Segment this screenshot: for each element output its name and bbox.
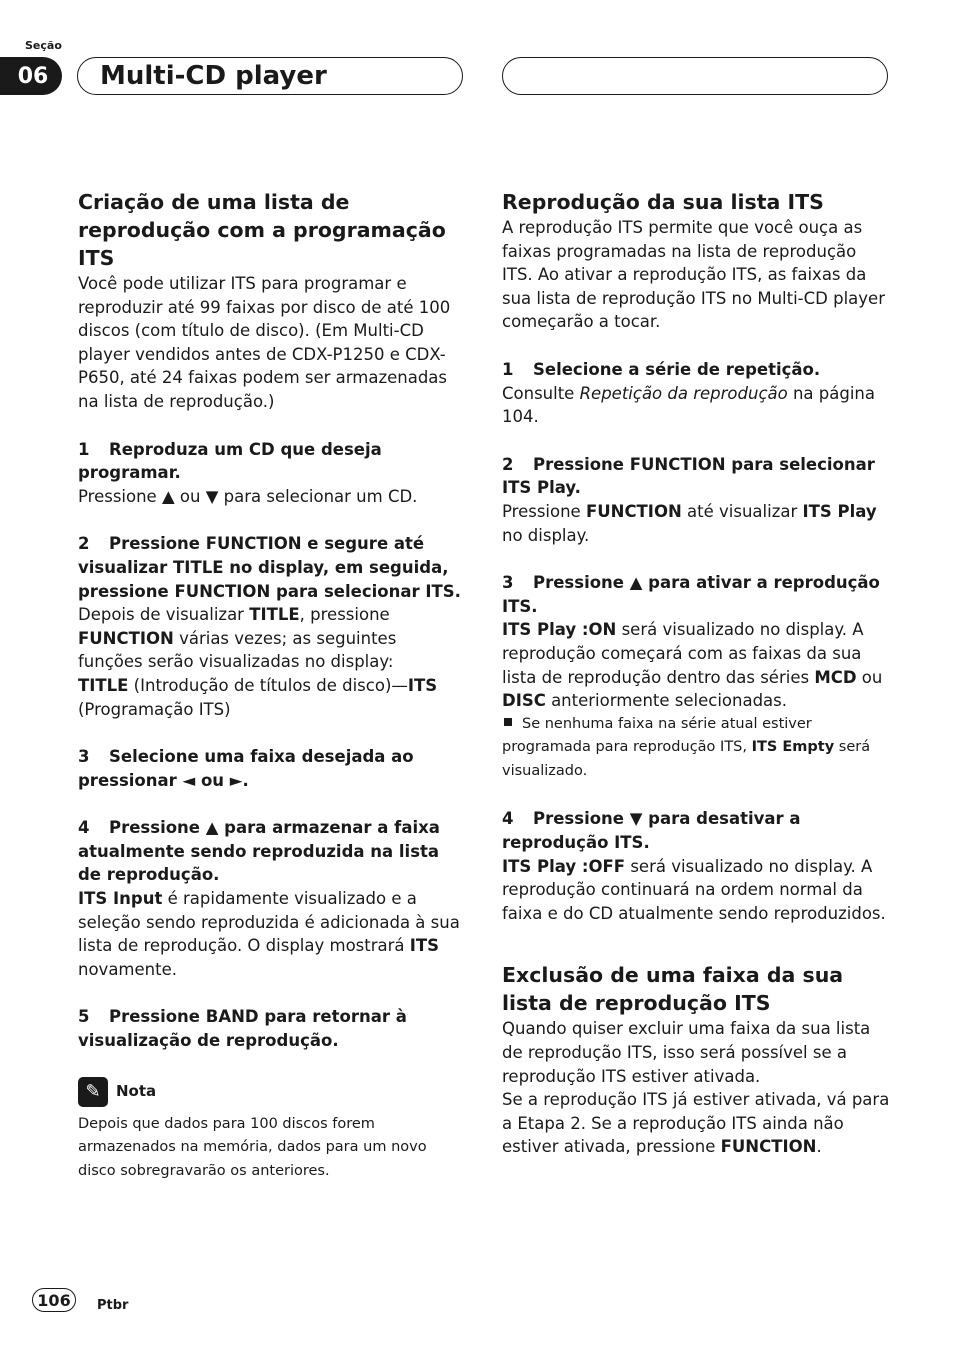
page-title: [77, 57, 463, 95]
right-step-1-title: 1 Selecione a série de repetição.: [502, 359, 821, 379]
bullet-square-icon: [504, 718, 512, 726]
right-step-2-body: Pressione FUNCTION até visualizar ITS Play no display.: [502, 501, 877, 545]
page-title-text: Multi-CD player: [100, 61, 327, 91]
left-intro: Você pode utilizar ITS para programar e reproduzir até 99 faixas por disco de até 100 discos (com título de disco). (Em Multi-CD player vendidos antes de CDX-P1250 e CDX-P650, até 24 faixas podem ser armazenadas na lista de reprodução.): [78, 274, 451, 411]
pencil-note-icon: ✎: [78, 1077, 108, 1107]
note-header: [78, 1077, 466, 1107]
left-step-1-title: 1 Reproduza um CD que deseja programar.: [78, 439, 382, 483]
header-empty-box: [502, 57, 888, 95]
left-step-3-title: 3 Selecione uma faixa desejada ao pressionar ◄ ou ►.: [78, 747, 414, 790]
right-step-3-title: 3 Pressione ▲ para ativar a reprodução ITS.: [502, 573, 880, 616]
heading-play-its-list: Reprodução da sua lista ITS: [502, 190, 824, 214]
right-delete-p2: Se a reprodução ITS já estiver ativada, vá para a Etapa 2. Se a reprodução ITS ainda não estiver ativada, pressione FUNCTION.: [502, 1090, 890, 1157]
right-column: [502, 188, 890, 1159]
note-title: Nota: [116, 1081, 157, 1100]
right-step-1-body: Consulte Repetição da reprodução na página 104.: [502, 383, 876, 427]
note-body: Depois que dados para 100 discos forem armazenados na memória, dados para um novo disco sobregravarão os anteriores.: [78, 1115, 427, 1179]
right-step-2-title: 2 Pressione FUNCTION para selecionar ITS Play.: [502, 454, 875, 498]
left-column: [78, 188, 466, 1183]
left-step-2-body: Depois de visualizar TITLE, pressione FUNCTION várias vezes; as seguintes funções serão visualizadas no display:: [78, 605, 397, 672]
right-step-4-title: 4 Pressione ▼ para desativar a reprodução ITS.: [502, 809, 801, 853]
left-step-2-sequence: TITLE (Introdução de títulos de disco)—ITS (Programação ITS): [78, 675, 438, 719]
left-step-2-title: 2 Pressione FUNCTION e segure até visualizar TITLE no display, em seguida, pressione FUNCTION para selecionar ITS.: [78, 534, 461, 601]
right-step-4-body: ITS Play :OFF será visualizado no display. A reprodução continuará na ordem normal da faixa e do CD atualmente sendo reproduzidos.: [502, 856, 886, 923]
section-number-badge: 06: [0, 57, 62, 95]
right-delete-p1: Quando quiser excluir uma faixa da sua lista de reprodução ITS, isso será possível se a reprodução ITS estiver ativada.: [502, 1019, 871, 1086]
section-label: Seção: [25, 39, 62, 52]
left-step-5-title: 5 Pressione BAND para retornar à visualização de reprodução.: [78, 1007, 407, 1051]
left-step-1-body: Pressione ▲ ou ▼ para selecionar um CD.: [78, 486, 418, 506]
right-intro: A reprodução ITS permite que você ouça as faixas programadas na lista de reprodução ITS. Ao ativar a reprodução ITS, as faixas da sua lista de reprodução ITS no Multi-CD player começarão a tocar.: [502, 218, 885, 332]
left-step-4-body: ITS Input é rapidamente visualizado e a seleção sendo reproduzida é adicionada à sua lista de reprodução. O display mostrará ITS novamente.: [78, 889, 460, 979]
language-code: Ptbr: [97, 1298, 129, 1313]
left-step-4-title: 4 Pressione ▲ para armazenar a faixa atualmente sendo reproduzida na lista de reprodução.: [78, 818, 440, 885]
right-step-3-body: ITS Play :ON será visualizado no display. A reprodução começará com as faixas da sua lista de reprodução dentro das séries MCD ou DISC anteriormente selecionadas.: [502, 620, 883, 711]
heading-delete-track: Exclusão de uma faixa da sua lista de reprodução ITS: [502, 963, 844, 1016]
right-step-3-bullet: Se nenhuma faixa na série atual estiver programada para reprodução ITS, ITS Empty será visualizado.: [502, 715, 871, 779]
heading-create-its-list: Criação de uma lista de reprodução com a programação ITS: [78, 190, 446, 270]
page-number: 106: [32, 1288, 76, 1312]
